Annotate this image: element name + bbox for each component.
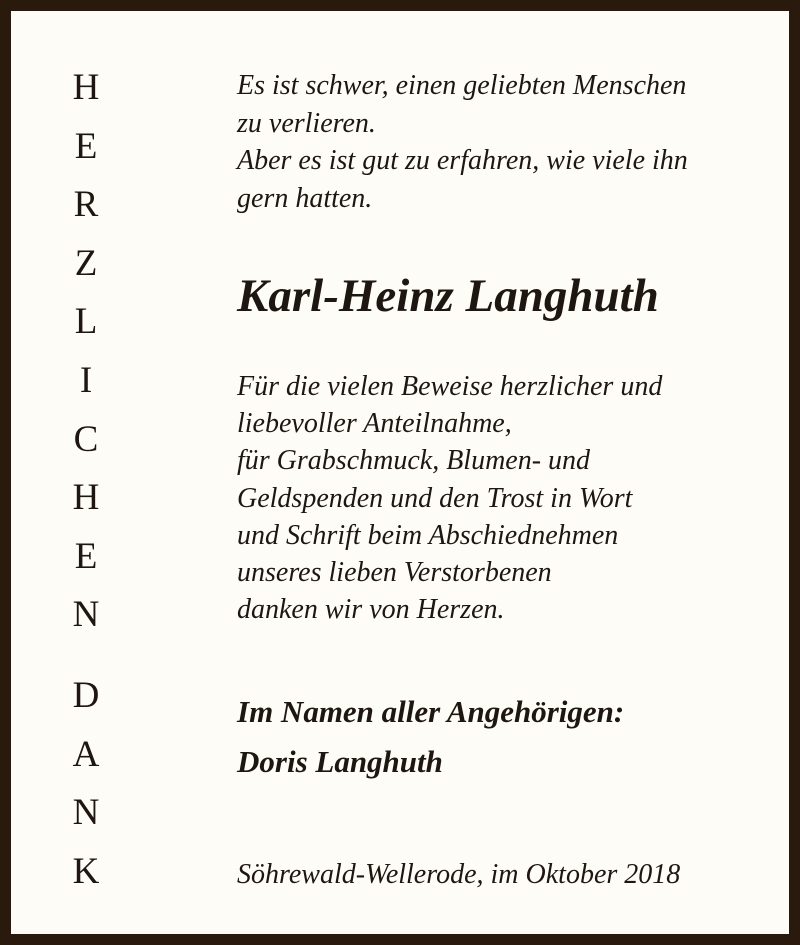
thanks-line: Für die vielen Beweise herzlicher und	[237, 371, 663, 402]
verse-line: Aber es ist gut zu erfahren, wie viele ihn	[237, 145, 688, 176]
vertical-word-dank	[59, 667, 113, 901]
letter: Z	[74, 242, 98, 284]
thanks-line: und Schrift beim Abschiednehmen	[237, 519, 619, 551]
letter: H	[72, 477, 100, 519]
deceased-name: Karl-Heinz Langhuth	[237, 270, 659, 322]
signature-name: Doris Langhuth	[237, 744, 443, 779]
letter: E	[74, 125, 98, 167]
letter: N	[72, 594, 100, 636]
verse-line: zu verlieren.	[237, 107, 376, 139]
thanks-line: liebevoller Anteilnahme,	[237, 408, 512, 440]
vertical-word-herzlichen	[59, 59, 113, 645]
letter: D	[72, 675, 100, 716]
thanks-line: unseres lieben Verstorbenen	[237, 557, 552, 589]
letter: R	[73, 184, 99, 226]
thanks-line: Geldspenden und den Trost in Wort	[237, 482, 633, 514]
thanks-line: danken wir von Herzen.	[237, 594, 505, 626]
signature-intro: Im Namen aller Angehörigen:	[237, 694, 625, 729]
letter: N	[72, 792, 100, 834]
letter: H	[72, 67, 100, 108]
verse-line: Es ist schwer, einen geliebten Menschen	[237, 70, 687, 101]
thanks-text	[237, 368, 797, 628]
thanks-line: für Grabschmuck, Blumen- und	[237, 445, 591, 477]
letter: I	[79, 359, 93, 401]
letter: K	[72, 850, 100, 892]
verse-line: gern hatten.	[237, 182, 373, 214]
memorial-verse	[237, 67, 797, 217]
signature-block	[237, 687, 797, 787]
letter: L	[74, 301, 98, 343]
letter: E	[74, 535, 98, 577]
letter: C	[73, 418, 99, 460]
letter: A	[72, 733, 100, 775]
place-and-date: Söhrewald-Wellerode, im Oktober 2018	[237, 859, 681, 890]
